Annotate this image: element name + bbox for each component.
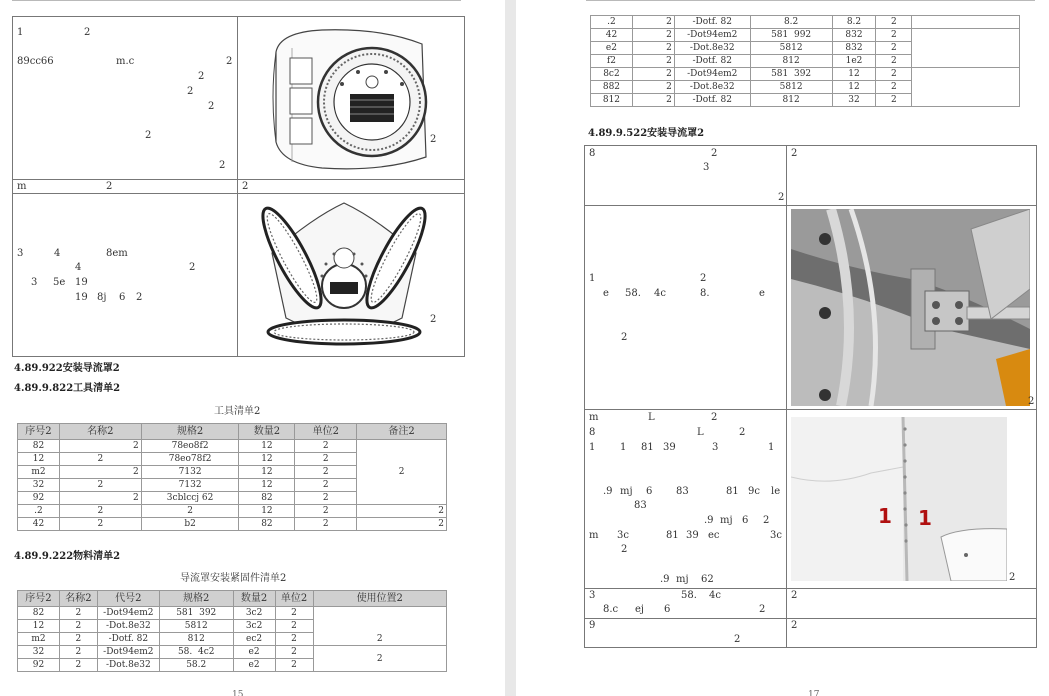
step-text: 1 [589, 273, 596, 284]
table-row [18, 646, 447, 659]
cell: 2 [59, 492, 141, 505]
cell: 2 [59, 479, 141, 492]
step-text: 2 [759, 604, 766, 615]
table-row [591, 29, 1020, 42]
cell: 42 [591, 29, 633, 42]
cell: 2 [876, 16, 912, 29]
cell-text: 2 [84, 27, 91, 38]
position-cell: 2 [313, 607, 447, 646]
step-text: 58. [625, 288, 641, 299]
header-cell: 代号2 [97, 591, 159, 607]
cell: -Dotf. 82 [674, 55, 750, 68]
cell: 2 [59, 620, 97, 633]
step-text: .9 [660, 574, 670, 585]
cell: 2 [275, 646, 313, 659]
cell: 92 [18, 659, 60, 672]
step-text: 8 [589, 148, 596, 159]
cell: 12 [832, 81, 876, 94]
table-header-row [18, 591, 447, 607]
cell: .2 [18, 505, 60, 518]
header-cell: 使用位置2 [313, 591, 447, 607]
cell: 2 [632, 55, 674, 68]
section-heading: 4.89.9.522安装导流罩2 [588, 128, 705, 139]
step-text: 39 [663, 442, 676, 453]
header-cell: 数量2 [233, 591, 275, 607]
header-cell: 规格2 [159, 591, 233, 607]
top-rule [586, 0, 1035, 1]
table-caption: 工具清单2 [214, 406, 261, 417]
cell [912, 16, 1020, 29]
cell: 8.2 [832, 16, 876, 29]
fasteners-table [17, 590, 447, 672]
cell: 82 [239, 518, 295, 531]
table-row [591, 68, 1020, 81]
step-text: e [603, 288, 609, 299]
page-number: 15 [232, 690, 244, 696]
step-text: m [589, 530, 599, 541]
cell: 2 [632, 81, 674, 94]
header-cell: 单位2 [295, 424, 357, 440]
cell: e2 [233, 659, 275, 672]
steps-table-row-line [584, 588, 1037, 589]
step-text: 2 [739, 427, 746, 438]
cell: 2 [141, 505, 239, 518]
step-text: mj [620, 486, 633, 497]
flange-bracket-photo [791, 209, 1030, 406]
cell: 2 [632, 94, 674, 107]
step-text: 4c [709, 590, 721, 601]
step-text: 3c [770, 530, 782, 541]
cell: 3cblccj 62 [141, 492, 239, 505]
figure-mark: 2 [430, 314, 437, 325]
table-row [18, 440, 447, 453]
cell: 12 [239, 466, 295, 479]
panel-seam-photo [791, 417, 1007, 581]
cell: 2 [295, 518, 357, 531]
cell-text: 2 [242, 181, 249, 192]
cell: 8c2 [591, 68, 633, 81]
step-text: 8.c [603, 604, 619, 615]
header-cell: 名称2 [59, 591, 97, 607]
cell: 581 392 [750, 68, 832, 81]
cell: 2 [59, 518, 141, 531]
cell-text: 5e [53, 277, 66, 288]
step-text: 9c [748, 486, 760, 497]
step-text: 9 [589, 620, 596, 631]
table-row [18, 518, 447, 531]
cell: 12 [239, 440, 295, 453]
step-text: 2 [711, 148, 718, 159]
step-text: 3 [703, 162, 710, 173]
step-text: mj [720, 515, 733, 526]
page-number: 17 [808, 690, 820, 696]
cell: 2 [59, 659, 97, 672]
cell: 32 [18, 479, 60, 492]
cell: 2 [876, 29, 912, 42]
cell: -Dot94em2 [97, 607, 159, 620]
step-text: ec [708, 530, 720, 541]
remark-cell: 2 [357, 505, 447, 518]
cell: m2 [18, 633, 60, 646]
cell: 12 [18, 453, 60, 466]
cell: 82 [18, 440, 60, 453]
step-text: 3c [617, 530, 629, 541]
step-text: 1 [620, 442, 627, 453]
cell-text: 2 [145, 130, 152, 141]
table-row [18, 607, 447, 620]
section-heading: 4.89.9.822工具清单2 [14, 383, 121, 394]
step-text: mj [676, 574, 689, 585]
header-cell: 序号2 [18, 591, 60, 607]
cell: -Dot.8e32 [674, 81, 750, 94]
cell: 2 [876, 68, 912, 81]
cell: 2 [295, 466, 357, 479]
step-text: .9 [704, 515, 714, 526]
cell: 2 [59, 505, 141, 518]
figure-table-divider [237, 16, 238, 357]
cell-text: 1 [17, 27, 24, 38]
cell: 2 [59, 633, 97, 646]
cell: -Dot.8e32 [97, 659, 159, 672]
cell-text: 6 [119, 292, 126, 303]
table-caption: 导流罩安装紧固件清单2 [180, 573, 287, 584]
cell-text: 19 [75, 292, 88, 303]
step-text: 3 [589, 590, 596, 601]
cell: .2 [591, 16, 633, 29]
cell: 42 [18, 518, 60, 531]
step-text: 2 [711, 412, 718, 423]
cell: 882 [591, 81, 633, 94]
spinner-drawing-assembly [252, 198, 436, 353]
step-text: 2 [621, 544, 628, 555]
cell: -Dot94em2 [674, 29, 750, 42]
step-text: ej [635, 604, 645, 615]
step-text: 8 [589, 427, 596, 438]
cell: 2 [632, 42, 674, 55]
cell: 2 [876, 81, 912, 94]
cell-text: 2 [187, 86, 194, 97]
step-text: 8. [700, 288, 710, 299]
step-text: .9 [603, 486, 613, 497]
step-text: 6 [742, 515, 749, 526]
cell [912, 29, 1020, 68]
step-text: 58. [681, 590, 697, 601]
cell: -Dotf. 82 [97, 633, 159, 646]
cell-text: 2 [198, 71, 205, 82]
cell-text: 3 [31, 277, 38, 288]
step-text: 62 [701, 574, 714, 585]
cell-text: 8em [106, 248, 128, 259]
cell-text: 8j [97, 292, 107, 303]
cell: 2 [632, 68, 674, 81]
header-cell: 数量2 [239, 424, 295, 440]
header-cell: 单位2 [275, 591, 313, 607]
cell: 2 [275, 620, 313, 633]
cell: 5812 [750, 42, 832, 55]
cell-text: 2 [106, 181, 113, 192]
cell: 58.2 [159, 659, 233, 672]
cell: 92 [18, 492, 60, 505]
step-text: e [759, 288, 765, 299]
step-text: 6 [646, 486, 653, 497]
step-text: 2 [700, 273, 707, 284]
step-text: 2 [791, 590, 798, 601]
cell: 2 [59, 466, 141, 479]
step-text: m [589, 412, 599, 423]
cell: -Dotf. 82 [674, 16, 750, 29]
section-heading: 4.89.922安装导流罩2 [14, 363, 120, 374]
cell: 2 [295, 440, 357, 453]
section-heading: 4.89.9.222物料清单2 [14, 551, 121, 562]
cell: e2 [233, 646, 275, 659]
right-page [516, 0, 1049, 696]
cell: 5812 [159, 620, 233, 633]
cell: e2 [591, 42, 633, 55]
header-cell: 名称2 [59, 424, 141, 440]
cell: 2 [59, 607, 97, 620]
cell: 2 [632, 29, 674, 42]
step-text: 39 [686, 530, 699, 541]
header-cell: 序号2 [18, 424, 60, 440]
step-text: 2 [734, 634, 741, 645]
cell: 2 [295, 492, 357, 505]
cell: 12 [239, 505, 295, 518]
cell: 2 [275, 659, 313, 672]
cell: 78eo78f2 [141, 453, 239, 466]
marker-number-left: 1 [878, 504, 892, 528]
cell: 3c2 [233, 607, 275, 620]
cell-text: 2 [189, 262, 196, 273]
step-text: 2 [778, 192, 785, 203]
cell: 832 [832, 42, 876, 55]
cell: 2 [295, 505, 357, 518]
cell: 12 [832, 68, 876, 81]
header-cell: 备注2 [357, 424, 447, 440]
position-cell: 2 [313, 646, 447, 672]
cell-text: 19 [75, 277, 88, 288]
fasteners-table-continued [590, 15, 1020, 107]
header-cell: 规格2 [141, 424, 239, 440]
cell: 5812 [750, 81, 832, 94]
photo-mark: 2 [1009, 572, 1016, 583]
steps-table-row-line [584, 409, 1037, 410]
step-text: 4c [654, 288, 666, 299]
table-row [591, 16, 1020, 29]
photo-mark: 2 [1028, 396, 1035, 407]
step-text: 81 [641, 442, 654, 453]
tools-table [17, 423, 447, 531]
cell-text: 3 [17, 248, 24, 259]
cell: 12 [18, 620, 60, 633]
step-text: 81 [726, 486, 739, 497]
step-text: L [697, 427, 704, 438]
cell: -Dot94em2 [674, 68, 750, 81]
spinner-drawing-front [262, 22, 432, 174]
cell: 2 [295, 453, 357, 466]
figure-table-row-line [12, 193, 465, 194]
table-header-row [18, 424, 447, 440]
figure-table-row-line [12, 179, 465, 180]
cell: 12 [239, 479, 295, 492]
step-text: 1 [589, 442, 596, 453]
figure-mark: 2 [430, 134, 437, 145]
cell: -Dot.8e32 [97, 620, 159, 633]
step-text: 83 [676, 486, 689, 497]
marker-number-right: 1 [918, 506, 932, 530]
cell: 2 [59, 440, 141, 453]
step-text: 2 [621, 332, 628, 343]
cell: 2 [876, 94, 912, 107]
cell: 2 [59, 646, 97, 659]
cell-text: 2 [136, 292, 143, 303]
cell: 812 [159, 633, 233, 646]
cell: -Dot94em2 [97, 646, 159, 659]
cell: 2 [275, 633, 313, 646]
cell: 12 [239, 453, 295, 466]
cell: 3c2 [233, 620, 275, 633]
cell: 812 [750, 94, 832, 107]
step-text: 2 [791, 620, 798, 631]
step-text: 3 [712, 442, 719, 453]
cell: 2 [876, 42, 912, 55]
cell: 78eo8f2 [141, 440, 239, 453]
cell-text: 89cc66 [17, 56, 54, 67]
cell: 2 [632, 16, 674, 29]
cell: 32 [832, 94, 876, 107]
cell: -Dot.8e32 [674, 42, 750, 55]
cell: 2 [295, 479, 357, 492]
step-text: 2 [791, 148, 798, 159]
step-text: 2 [763, 515, 770, 526]
cell: 7132 [141, 479, 239, 492]
cell-text: 2 [226, 56, 233, 67]
cell: 82 [239, 492, 295, 505]
step-text: L [648, 412, 655, 423]
cell: 2 [59, 453, 141, 466]
cell: 2 [876, 55, 912, 68]
step-text: 83 [634, 500, 647, 511]
top-rule [12, 0, 461, 1]
cell-text: 2 [219, 160, 226, 171]
cell-text: 4 [54, 248, 61, 259]
table-row [18, 505, 447, 518]
cell: 7132 [141, 466, 239, 479]
cell: 812 [591, 94, 633, 107]
cell: m2 [18, 466, 60, 479]
cell: 581 992 [750, 29, 832, 42]
remark-cell: 2 [357, 518, 447, 531]
cell: 832 [832, 29, 876, 42]
cell [912, 68, 1020, 107]
cell: 8.2 [750, 16, 832, 29]
cell: 2 [275, 607, 313, 620]
steps-table-divider [786, 145, 787, 648]
steps-table-row-line [584, 205, 1037, 206]
steps-table-row-line [584, 618, 1037, 619]
cell-text: m [17, 181, 27, 192]
cell: 82 [18, 607, 60, 620]
cell-text: 4 [75, 262, 82, 273]
cell: f2 [591, 55, 633, 68]
step-text: 6 [664, 604, 671, 615]
cell: 58. 4c2 [159, 646, 233, 659]
step-text: 1 [768, 442, 775, 453]
cell: 581 392 [159, 607, 233, 620]
cell: b2 [141, 518, 239, 531]
cell-text: m.c [116, 56, 135, 67]
step-text: le [771, 486, 781, 497]
cell-text: 2 [208, 101, 215, 112]
left-page [0, 0, 505, 696]
remark-cell: 2 [357, 440, 447, 505]
cell: 1e2 [832, 55, 876, 68]
cell: ec2 [233, 633, 275, 646]
cell: 812 [750, 55, 832, 68]
step-text: 81 [666, 530, 679, 541]
cell: -Dotf. 82 [674, 94, 750, 107]
cell: 32 [18, 646, 60, 659]
